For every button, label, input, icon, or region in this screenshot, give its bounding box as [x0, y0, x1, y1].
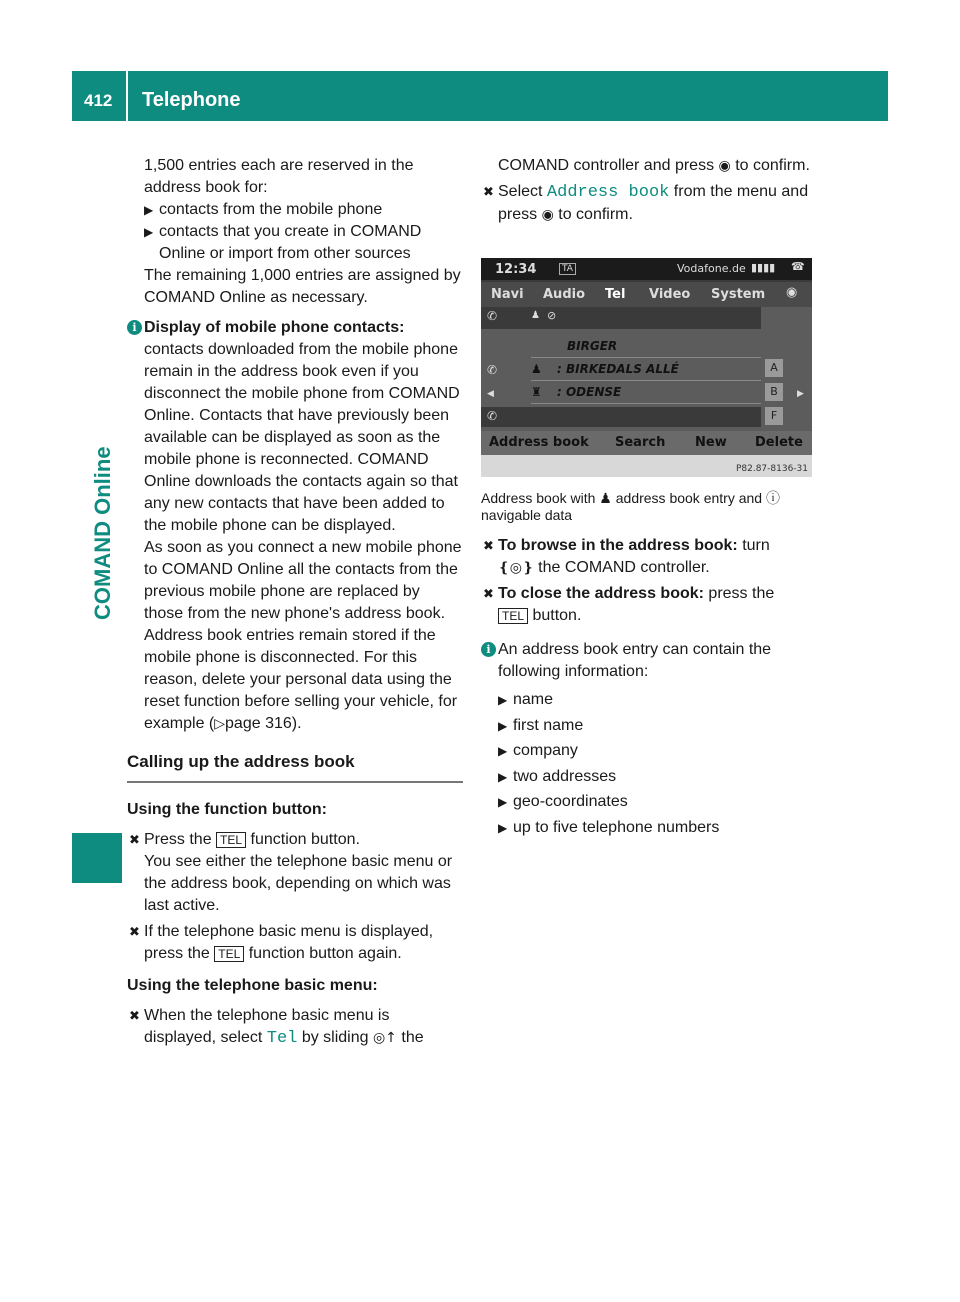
- scroll-left-icon[interactable]: ◀: [487, 389, 494, 399]
- tel-key-icon: TEL: [214, 946, 244, 962]
- step: ✖ To browse in the address book: turn ❴◎❵ the COMAND controller.: [483, 537, 770, 576]
- page-number: 412: [84, 91, 113, 110]
- ta-badge: TA: [559, 263, 576, 275]
- menu-audio[interactable]: Audio: [543, 287, 586, 302]
- person-icon: ♟: [531, 310, 540, 321]
- page-ref-arrow-icon: ▷: [214, 716, 226, 732]
- list-item: ▶ two addresses: [481, 766, 821, 788]
- section-rule: [127, 781, 463, 783]
- step: ✖ To close the address book: press the TEL button.: [483, 585, 775, 624]
- entry-name-row[interactable]: BIRGER: [531, 337, 761, 358]
- paragraph: The remaining 1,000 entries are assigned by COMAND Online as necessary.: [144, 267, 461, 306]
- image-code: P82.87-8136-31: [735, 464, 808, 474]
- menu-system[interactable]: System: [711, 287, 766, 302]
- press-controller-icon: ◉: [718, 158, 731, 174]
- info-note: i Display of mobile phone contacts: contacts downloaded from the mobile phone remain in the address book even if you disconnect the mobile phone from COMAND Online. Contacts that have previously been available can be displayed as soon as the mobile phone is reconnected. COMAND Online downloads the contacts again so that any new contacts that have been added to the mobile phone can be displayed.: [127, 317, 463, 537]
- comand-screen: [481, 258, 812, 477]
- page-ref-link[interactable]: page 316: [225, 715, 292, 732]
- bullet-icon: ▶: [498, 795, 508, 809]
- menu-video[interactable]: Video: [649, 287, 691, 302]
- handset-icon: ✆: [487, 309, 498, 323]
- step-arrow-icon: ✖: [483, 586, 494, 601]
- info-icon: i: [481, 642, 496, 657]
- press-controller-icon: ◉: [541, 207, 554, 223]
- search-button[interactable]: Search: [615, 435, 666, 450]
- bullet-icon: ▶: [498, 820, 508, 835]
- step: ✖ When the telephone basic menu is displayed, select Tel by sliding ◎↑ the: [129, 1007, 424, 1048]
- menu-bar: [481, 282, 812, 307]
- bullet-item: ▶ contacts that you create in COMAND Online or import from other sources: [144, 223, 422, 262]
- status-bar: [481, 258, 812, 280]
- page-title: Telephone: [142, 89, 241, 111]
- step-arrow-icon: ✖: [483, 538, 494, 553]
- bottom-menu: [481, 431, 812, 455]
- bullet-icon: ▶: [498, 769, 508, 784]
- bullet-item: ▶ contacts from the mobile phone: [127, 199, 463, 221]
- navigable-data-icon: ⓘ: [765, 491, 780, 507]
- bullet-icon: ▶: [498, 718, 508, 733]
- step-continuation: COMAND controller and press ◉ to confirm.: [498, 157, 810, 174]
- list-item: ▶ name: [481, 689, 821, 711]
- tel-menu-item: Tel: [266, 1029, 298, 1048]
- step-arrow-icon: ✖: [129, 832, 140, 847]
- list-item: ▶ geo-coordinates: [481, 791, 821, 813]
- letter-a[interactable]: A: [765, 359, 783, 377]
- person-icon: ♟: [531, 362, 542, 376]
- delete-button[interactable]: Delete: [755, 435, 803, 450]
- person-icon: ♟: [599, 491, 612, 507]
- tel-key-icon: TEL: [216, 832, 246, 848]
- building-icon: ♜: [531, 385, 542, 399]
- step: ✖ Select Address book from the menu and press ◉ to confirm.: [483, 183, 809, 223]
- image-code-strip: [481, 455, 812, 477]
- address-book-menu-item: Address book: [546, 183, 670, 202]
- signal-strength-icon: ▮▮▮▮: [751, 261, 776, 274]
- handset-icon: ✆: [487, 409, 498, 423]
- step-arrow-icon: ✖: [483, 184, 494, 199]
- bullet-icon: ▶: [144, 203, 154, 217]
- figure-caption: Address book with ♟ address book entry and ⓘ navigable data: [481, 490, 780, 523]
- list-item: ▶ first name: [481, 715, 821, 737]
- list-item: ▶ up to five telephone numbers: [481, 817, 821, 839]
- globe-icon: ◉: [786, 285, 798, 300]
- bullet-icon: ▶: [144, 225, 154, 239]
- menu-tel[interactable]: Tel: [605, 287, 626, 302]
- info-list: [481, 689, 821, 839]
- page-header: [72, 71, 888, 121]
- paragraph: 1,500 entries each are reserved in the address book for:: [144, 157, 414, 196]
- menu-navi[interactable]: Navi: [491, 287, 524, 302]
- section-title: Calling up the address book: [127, 752, 355, 771]
- step-result: You see either the telephone basic menu or the address book, depending on which was last active.: [144, 853, 453, 914]
- clock: 12:34: [495, 262, 537, 277]
- gps-icon: ⊘: [547, 309, 557, 322]
- paragraph: As soon as you connect a new mobile phone to COMAND Online all the contacts from the previous mobile phone are replaced by those from the new phone's address book.: [144, 539, 462, 622]
- step: ✖ Press the TEL function button.: [127, 829, 463, 851]
- address-list: [481, 307, 812, 431]
- letter-f[interactable]: F: [765, 407, 783, 425]
- bullet-icon: ▶: [498, 744, 508, 758]
- info-note: i An address book entry can contain the following information:: [481, 639, 821, 683]
- provider-name: Vodafone.de: [677, 262, 746, 275]
- phone-icon: ☎: [791, 260, 805, 273]
- side-tab-block: [72, 833, 122, 883]
- paragraph: Address book entries remain stored if the mobile phone is disconnected. For this reason, delete your personal data using the reset function before selling your vehicle, for example (▷page 316).: [144, 627, 458, 732]
- right-column-lower: [481, 490, 821, 842]
- left-column: [127, 155, 463, 1050]
- handset-icon: ✆: [487, 363, 498, 377]
- turn-controller-icon: ❴◎❵: [498, 560, 534, 576]
- list-item: ▶ company: [481, 740, 821, 762]
- entry-header-row: [481, 307, 761, 329]
- entry-street-row[interactable]: ♟ : BIRKEDALS ALLÉ: [531, 360, 761, 381]
- new-button[interactable]: New: [695, 435, 727, 450]
- step-arrow-icon: ✖: [129, 924, 140, 939]
- entry-footer-row: [481, 407, 761, 427]
- scroll-right-icon[interactable]: ▶: [797, 389, 804, 399]
- chapter-label-text: COMAND Online: [90, 446, 115, 620]
- entry-city-row[interactable]: ♜ : ODENSE: [531, 383, 761, 404]
- side-chapter-label: [84, 420, 114, 620]
- address-book-button[interactable]: Address book: [489, 435, 589, 450]
- info-icon: i: [127, 320, 142, 335]
- step-arrow-icon: ✖: [129, 1008, 140, 1023]
- subheading: Using the telephone basic menu:: [127, 977, 378, 994]
- tel-key-icon: TEL: [498, 608, 528, 624]
- right-column: [481, 155, 821, 226]
- bullet-icon: ▶: [498, 693, 508, 707]
- step: ✖ If the telephone basic menu is displayed, press the TEL function button again.: [129, 923, 434, 962]
- slide-up-controller-icon: ◎↑: [372, 1030, 397, 1046]
- letter-b[interactable]: B: [765, 383, 783, 401]
- subheading: Using the function button:: [127, 801, 327, 818]
- header-divider: [126, 71, 128, 121]
